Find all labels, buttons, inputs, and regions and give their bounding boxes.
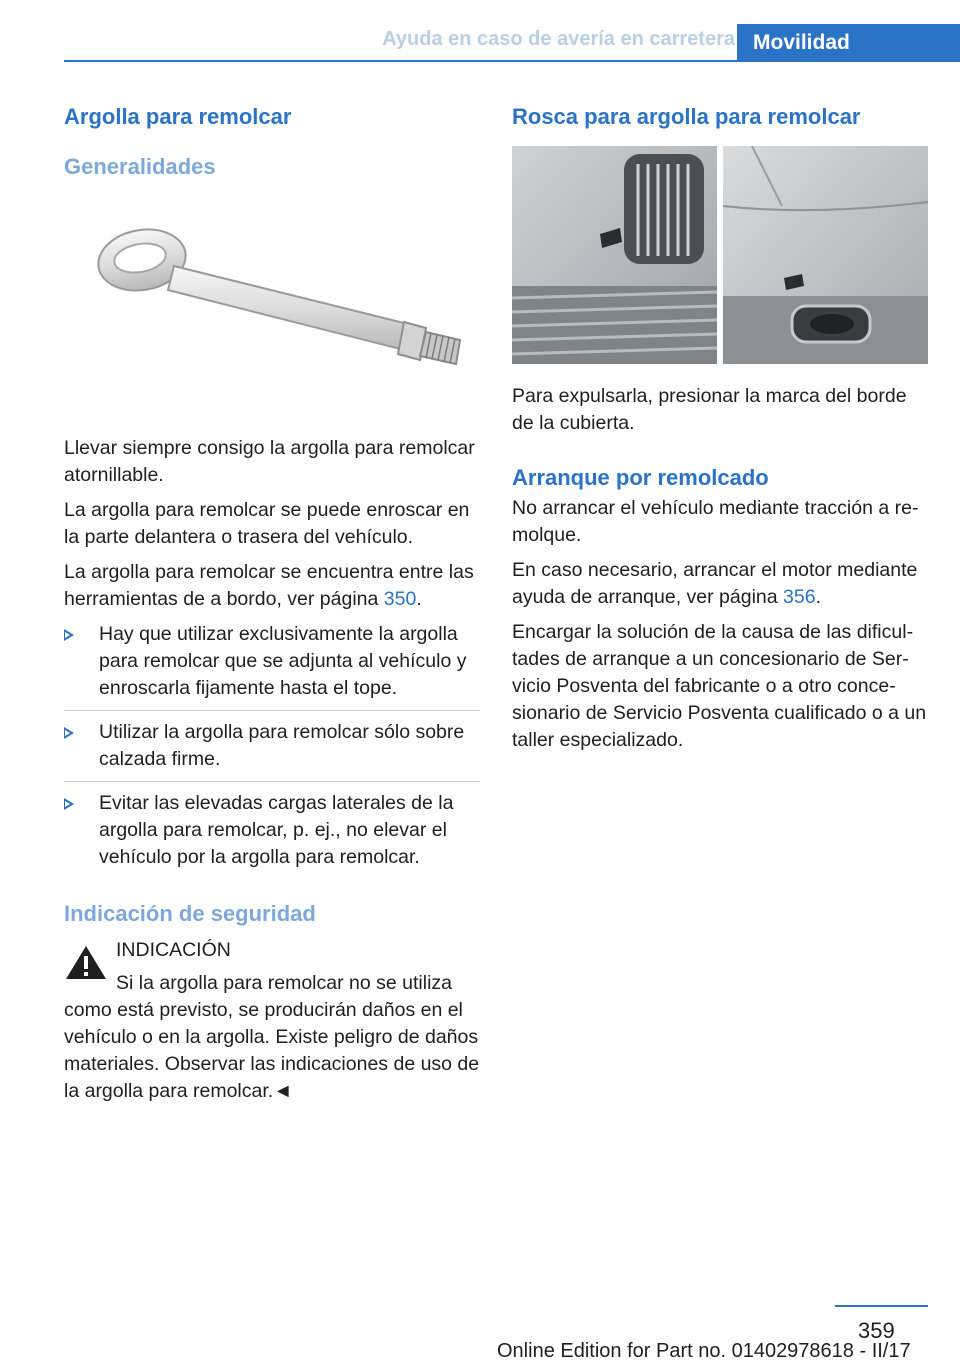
page-link-350[interactable]: 350 bbox=[383, 588, 417, 610]
safety-heading: Indicación de seguridad bbox=[64, 901, 316, 926]
header-rule bbox=[64, 60, 737, 62]
page-number: 359 bbox=[858, 1318, 895, 1343]
thread-heading: Rosca para argolla para remolcar bbox=[512, 104, 861, 129]
divider bbox=[64, 781, 480, 782]
paragraph: Para expulsarla, presionar la marca del borde de la cubierta. bbox=[512, 385, 907, 434]
warning-note bbox=[64, 937, 480, 1105]
bullet-list bbox=[64, 621, 480, 871]
right-column bbox=[512, 100, 928, 754]
bumper-tow-thread-cover-photos bbox=[512, 146, 928, 364]
tow-hook-illustration bbox=[64, 194, 480, 424]
header-chapter-tab: Movilidad bbox=[737, 24, 960, 62]
list-item: Hay que utilizar exclusivamente la argolla para remolcar que se adjunta al vehículo y enroscarla fijamente hasta el tope. bbox=[64, 621, 480, 702]
footer-rule bbox=[835, 1305, 928, 1307]
paragraph: En caso necesario, arrancar el motor mediante ayuda de arranque, ver página 356. bbox=[512, 559, 918, 608]
left-column bbox=[64, 100, 480, 1105]
paragraph: La argolla para remolcar se encuentra entre las herramientas de a bordo, ver página 350. bbox=[64, 561, 474, 610]
page-header bbox=[0, 0, 960, 62]
warning-triangle-icon bbox=[64, 943, 108, 981]
tow-start-heading: Arranque por remolcado bbox=[512, 465, 769, 490]
header-section-title: Ayuda en caso de avería en carretera bbox=[382, 28, 735, 50]
warning-label: INDICACIÓN bbox=[116, 939, 231, 961]
list-item: Evitar las elevadas cargas laterales de la argolla para remolcar, p. ej., no elevar el vehículo por la argolla para remolcar. bbox=[64, 790, 480, 871]
tow-hook-heading: Argolla para remolcar bbox=[64, 104, 292, 129]
warning-text: Si la argolla para remolcar no se utiliza como está previsto, se producirán daños en el vehículo o en la argolla. Existe peligro de daños materiales. Observar las indicaciones de uso de la argolla para remolcar.◄ bbox=[64, 972, 480, 1102]
paragraph: La argolla para remolcar se puede enroscar en la parte delantera o trasera del vehículo. bbox=[64, 499, 470, 548]
bullet-triangle-icon bbox=[64, 727, 74, 739]
page-link-356[interactable]: 356 bbox=[783, 586, 816, 608]
edition-note: Online Edition for Part no. 01402978618 - II/17 bbox=[497, 1340, 911, 1362]
bullet-triangle-icon bbox=[64, 798, 74, 810]
paragraph: Encargar la solución de la causa de las dificultades de arranque a un concesionario de Servicio Posventa del fabricante o a otro concesionario de Servicio Posventa cualificado o a un taller especializado. bbox=[512, 621, 927, 751]
list-item: Utilizar la argolla para remolcar sólo sobre calzada firme. bbox=[64, 719, 480, 773]
paragraph: Llevar siempre consigo la argolla para remolcar atornillable. bbox=[64, 437, 475, 486]
paragraph: No arrancar el vehículo mediante tracción a remolque. bbox=[512, 497, 919, 546]
general-subheading: Generalidades bbox=[64, 154, 216, 179]
divider bbox=[64, 710, 480, 711]
bullet-triangle-icon bbox=[64, 629, 74, 641]
